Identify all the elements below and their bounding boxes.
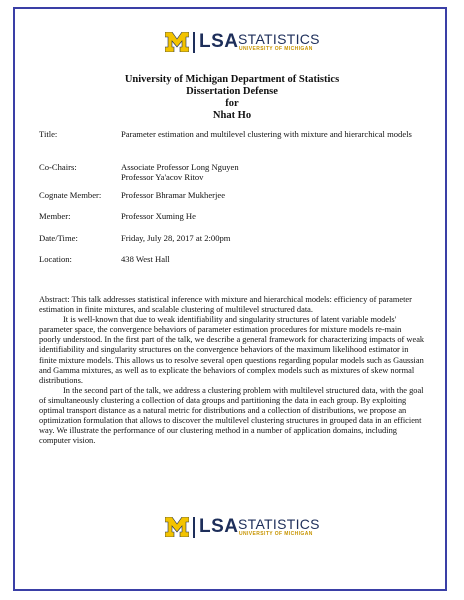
co-chair-2: Professor Ya'acov Ritov xyxy=(121,172,204,182)
abstract-paragraph-1: Abstract: This talk addresses statistical inference with mixture and hierarchical models: efficiency of parameter estimation in finite mixtures, and scalable clustering of multilevel structured data. xyxy=(39,295,412,315)
block-m-icon xyxy=(165,32,189,52)
for-text: for xyxy=(225,98,239,109)
title-value: Parameter estimation and multilevel clustering with mixture and hierarchical models xyxy=(121,129,412,139)
logo-statistics-text: STATISTICS xyxy=(238,516,320,532)
member-value: Professor Xuming He xyxy=(121,211,196,221)
title-label: Title: xyxy=(39,129,58,139)
candidate-name: Nhat Ho xyxy=(212,110,252,121)
co-chairs-label: Co-Chairs: xyxy=(39,162,77,172)
logo-university-text: UNIVERSITY OF MICHIGAN xyxy=(239,531,313,537)
lsa-statistics-logo-footer xyxy=(0,516,464,546)
logo-lsa-text: LSA xyxy=(199,31,239,52)
logo-statistics-text: STATISTICS xyxy=(238,31,320,47)
co-chair-1: Associate Professor Long Nguyen xyxy=(121,162,239,172)
logo-lsa-text: LSA xyxy=(199,516,239,537)
block-m-icon xyxy=(165,517,189,537)
location-value: 438 West Hall xyxy=(121,254,170,264)
logo-divider xyxy=(193,517,195,538)
event-title: Dissertation Defense xyxy=(186,86,278,97)
abstract xyxy=(39,295,425,446)
cognate-member-value: Professor Bhramar Mukherjee xyxy=(121,190,226,200)
announcement-header xyxy=(0,74,464,122)
department-title: University of Michigan Department of Statistics xyxy=(124,74,340,85)
date-time-value: Friday, July 28, 2017 at 2:00pm xyxy=(121,233,231,243)
abstract-paragraph-3: In the second part of the talk, we address a clustering problem with multilevel structured data, with the goal of simultaneously clustering a collection of data groups and partitioning the data in each group. By exploiting optimal transport distance as a natural metric for distributions and a collection of distributions, we propose an optimization formulation that allows to discover the multilevel clustering structures in grouped data in an efficient way. We illustrate the performance of our clustering method in a number of application domains, including computer vision. xyxy=(39,385,424,446)
date-time-label: Date/Time: xyxy=(39,233,78,243)
cognate-member-label: Cognate Member: xyxy=(39,190,102,200)
member-label: Member: xyxy=(39,211,71,221)
abstract-paragraph-2: It is well-known that due to weak identifiability and singularity structures of latent variable models' parameter space, the convergence behaviors of parameter estimation procedures for mixture models re-main poorly understood. In the first part of the talk, we describe a general framework for characterizing impacts of weak identifiability and singularity structures on the convergence behaviors of the maximum likelihood estimator in finite mixture models. This allows us to resolve several open questions regarding popular models such as Gaussian and Gamma mixtures, as well as to explicate the behaviors of complex models such as mixtures of skew normal distributions. xyxy=(39,315,425,385)
logo-university-text: UNIVERSITY OF MICHIGAN xyxy=(239,46,313,52)
logo-divider xyxy=(193,32,195,53)
location-label: Location: xyxy=(39,254,72,264)
lsa-statistics-logo xyxy=(0,31,464,61)
